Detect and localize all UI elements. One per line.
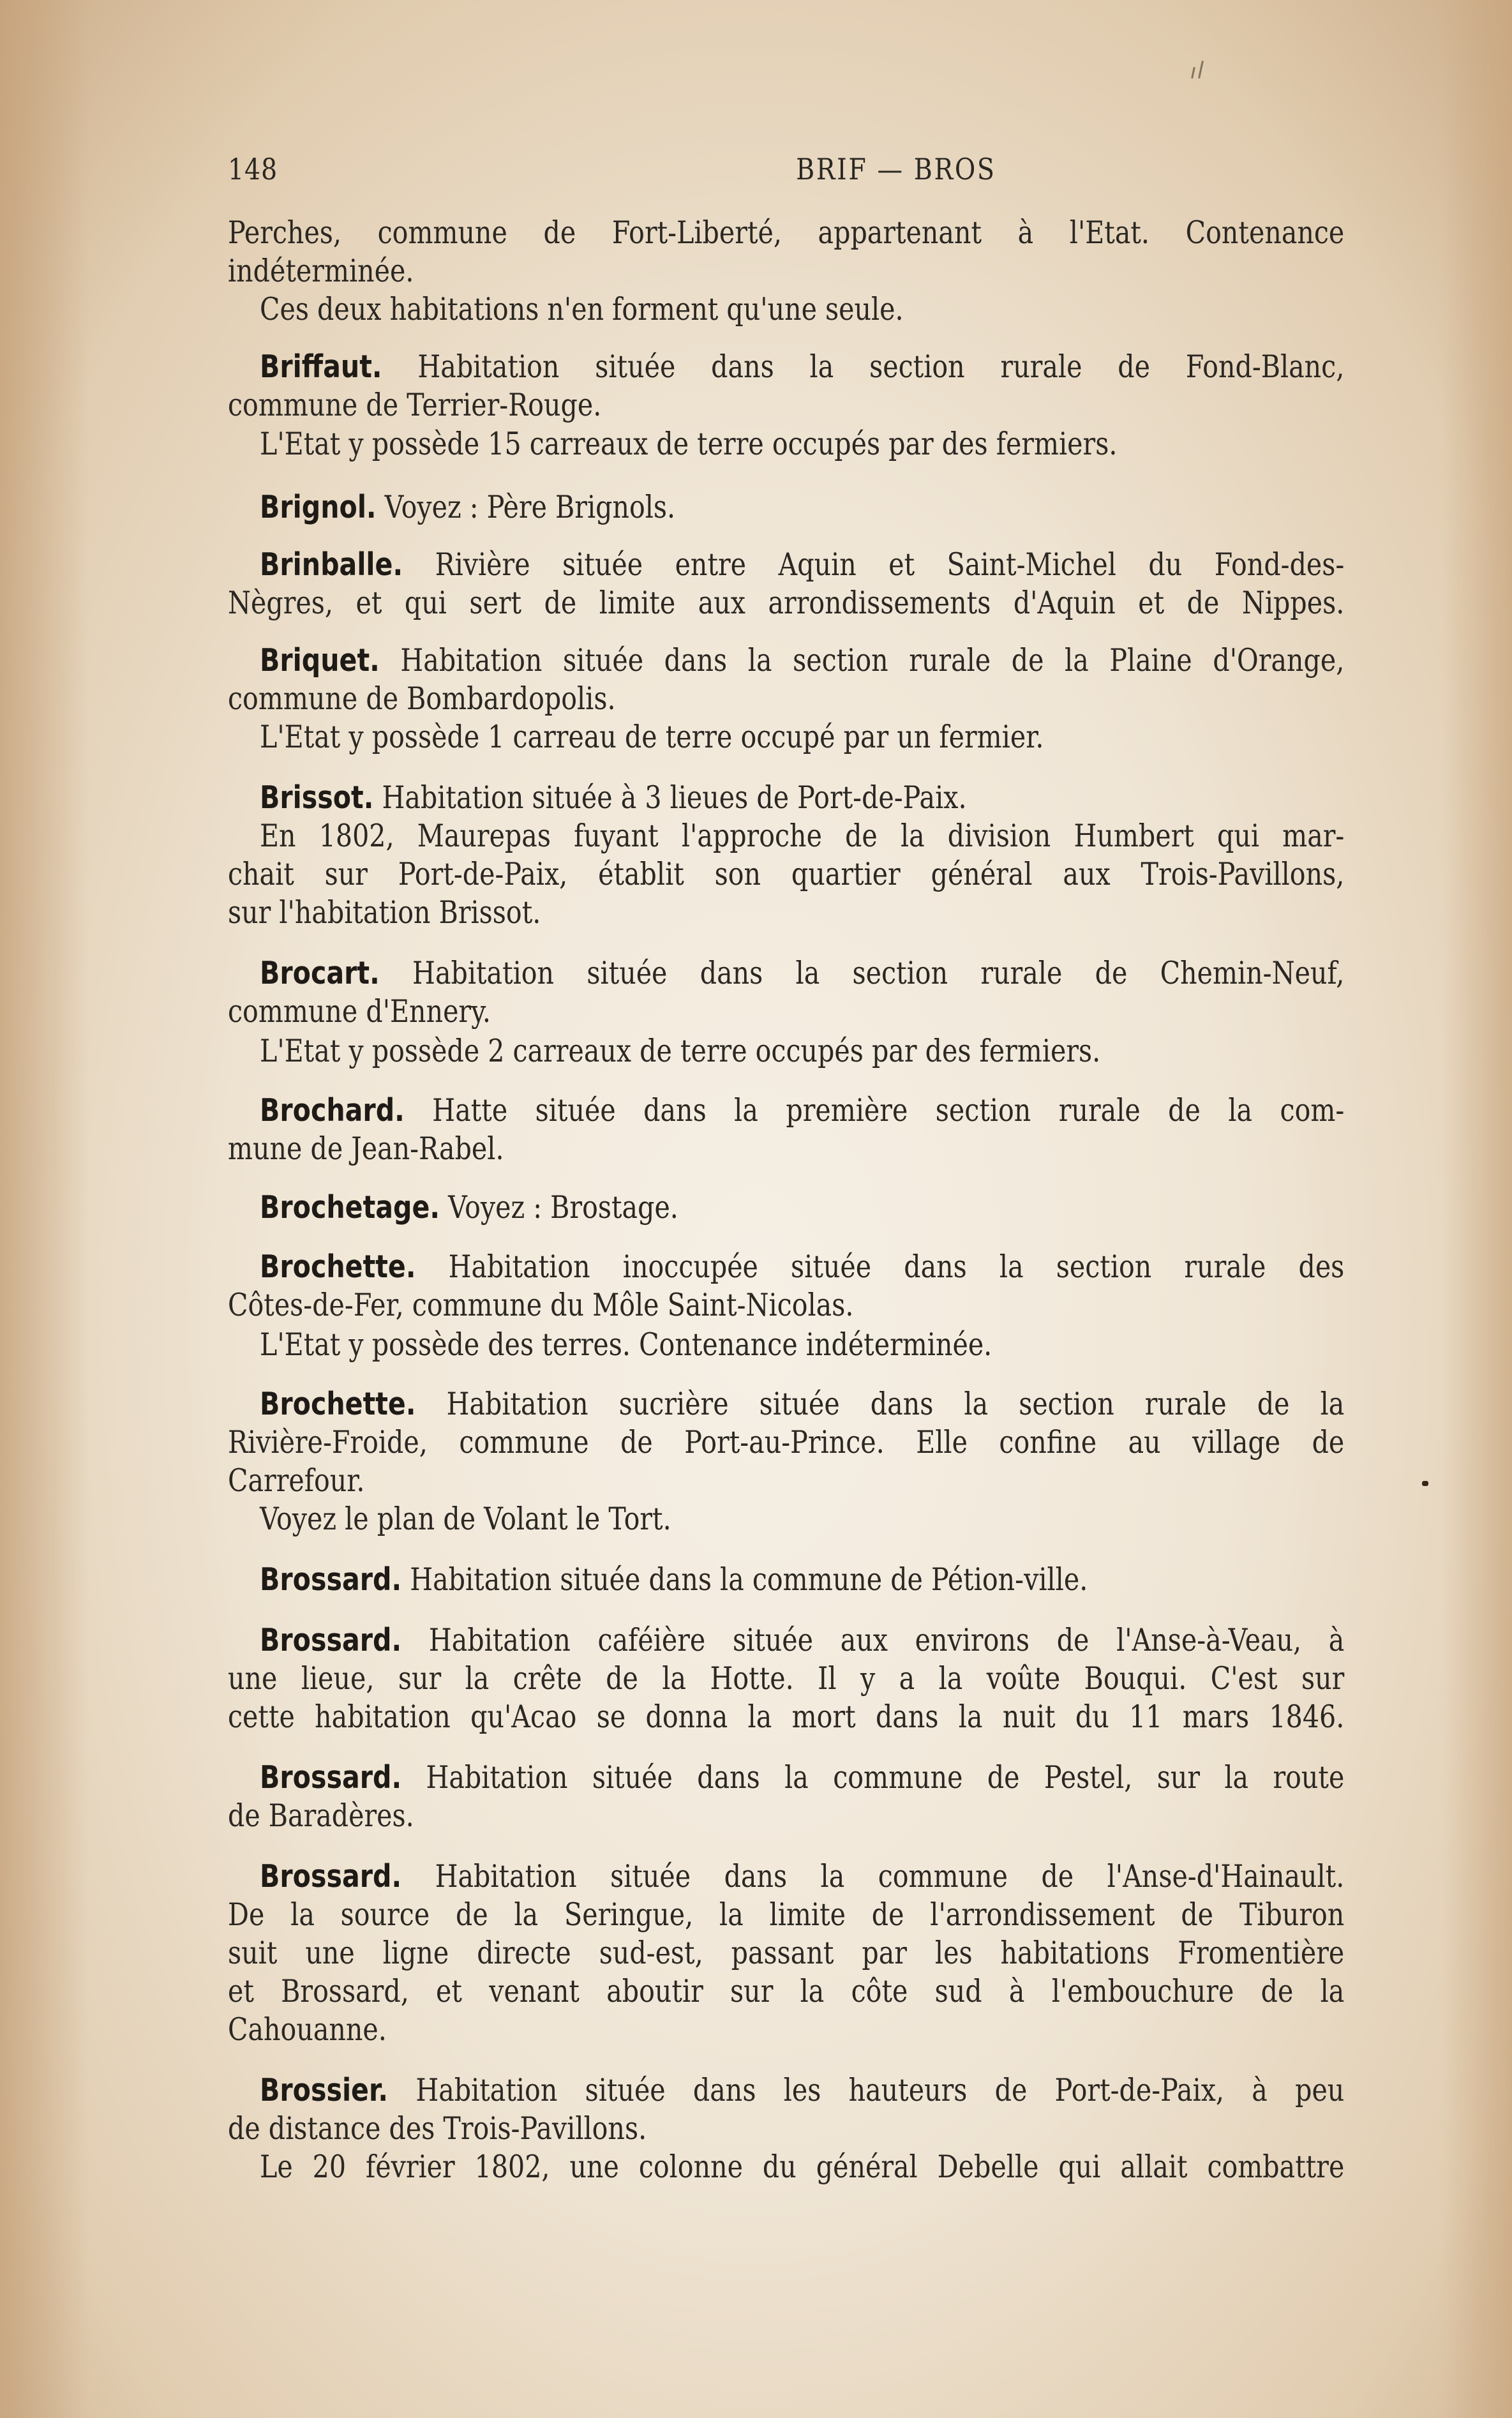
text-line <box>228 680 1345 718</box>
text-line <box>228 584 1345 622</box>
line-content <box>228 1797 1344 1835</box>
line-content <box>260 1032 1344 1070</box>
entry-text: Habitation sucrière située dans la section rurale de la <box>415 1386 1345 1422</box>
text-line <box>228 1130 1345 1168</box>
line-content <box>260 817 1344 855</box>
entry-heading-line <box>260 1759 1345 1797</box>
text-line <box>228 252 1345 290</box>
line-content <box>260 2148 1344 2186</box>
entry-text: Voyez le plan de Volant le Tort. <box>260 1501 671 1537</box>
entry-text: Habitation située dans la section rurale de Fond-Blanc, <box>382 349 1345 385</box>
line-content <box>228 1896 1344 1934</box>
text-line <box>260 1500 1345 1538</box>
text-line <box>228 1423 1345 1462</box>
entry-text: de Baradères. <box>228 1798 414 1834</box>
text-line <box>228 1934 1345 1972</box>
entry-heading-line <box>260 488 1345 527</box>
entry-heading-line <box>260 1248 1345 1286</box>
text-line <box>228 386 1345 424</box>
entry-text: En 1802, Maurepas fuyant l'approche de la division Humbert qui mar- <box>260 818 1345 854</box>
entry-heading-line <box>260 1621 1345 1660</box>
entry-text: Habitation située dans les hauteurs de Port-de-Paix, à peu <box>388 2072 1345 2108</box>
text-line <box>228 1896 1345 1934</box>
text-line <box>228 1797 1345 1835</box>
entry-text: commune de Bombardopolis. <box>228 680 616 717</box>
entry-text: de distance des Trois-Pavillons. <box>228 2110 647 2147</box>
line-content <box>260 425 1344 463</box>
line-content <box>260 1500 1344 1538</box>
line-content <box>228 584 1344 622</box>
running-head: BRIF — BROS <box>796 152 996 186</box>
entry-text: Habitation située dans la commune de Pétion-ville. <box>401 1561 1088 1598</box>
entry-headword: Brossard. <box>260 1858 402 1895</box>
entry-text: indéterminée. <box>228 253 414 289</box>
page-number: 148 <box>228 152 278 186</box>
entry-headword: Brochard. <box>260 1092 405 1129</box>
line-content <box>228 1660 1344 1698</box>
line-content <box>260 642 1344 680</box>
entry-text: commune de Terrier-Rouge. <box>228 387 602 423</box>
line-content <box>260 1092 1344 1130</box>
entry-heading-line <box>260 779 1345 817</box>
entry-heading-line <box>260 1561 1345 1599</box>
entry-text: Ces deux habitations n'en forment qu'une seule. <box>260 291 904 327</box>
line-content <box>260 1248 1344 1286</box>
entry-text: commune d'Ennery. <box>228 993 491 1030</box>
entry-text: cette habitation qu'Acao se donna la mort dans la nuit du 11 mars 1846. <box>228 1699 1345 1735</box>
text-line <box>228 1660 1345 1698</box>
entry-text: Nègres, et qui sert de limite aux arrondissements d'Aquin et de Nippes. <box>228 585 1345 621</box>
entry-text: Rivière-Froide, commune de Port-au-Prince. Elle confine au village de <box>228 1424 1345 1461</box>
line-content <box>228 855 1344 894</box>
text-line <box>260 2148 1345 2186</box>
entry-text: suit une ligne directe sud-est, passant par les habitations Fromentière <box>228 1935 1345 1971</box>
text-line <box>260 817 1345 855</box>
line-content <box>228 252 1344 290</box>
entry-text: Habitation caféière située aux environs de l'Anse-à-Veau, à <box>401 1622 1345 1658</box>
entry-text: Hatte située dans la première section rurale de la com- <box>404 1092 1345 1129</box>
line-content <box>260 1189 1344 1227</box>
entry-headword: Brochette. <box>260 1386 416 1422</box>
line-content <box>260 348 1344 386</box>
text-line <box>228 1972 1345 2011</box>
entry-text: De la source de la Seringue, la limite de l'arrondissement de Tiburon <box>228 1896 1345 1933</box>
entry-text: Côtes-de-Fer, commune du Môle Saint-Nicolas. <box>228 1287 854 1323</box>
text-line <box>260 1032 1345 1070</box>
text-line <box>228 2011 1345 2049</box>
line-content <box>260 1385 1344 1423</box>
entry-headword: Brissot. <box>260 779 374 816</box>
line-content <box>228 1698 1344 1736</box>
entry-text: L'Etat y possède 2 carreaux de terre occupés par des fermiers. <box>260 1033 1101 1069</box>
entry-headword: Brossard. <box>260 1622 402 1658</box>
entry-text: Le 20 février 1802, une colonne du général Debelle qui allait combattre <box>260 2149 1345 2185</box>
entry-text: Habitation située à 3 lieues de Port-de-Paix. <box>373 779 967 816</box>
line-content <box>228 386 1344 424</box>
entry-heading-line <box>260 1858 1345 1896</box>
line-content <box>228 1934 1344 1972</box>
line-content <box>260 290 1344 329</box>
entry-text: chait sur Port-de-Paix, établit son quartier général aux Trois-Pavillons, <box>228 856 1345 892</box>
line-content <box>228 214 1344 252</box>
line-content <box>228 1423 1344 1462</box>
entry-text: Cahouanne. <box>228 2011 387 2048</box>
entry-text: Habitation située dans la commune de l'Anse-d'Hainault. <box>401 1858 1345 1895</box>
entry-text: Voyez : Brostage. <box>440 1189 678 1226</box>
entry-headword: Brocart. <box>260 955 380 991</box>
entry-heading-line <box>260 348 1345 386</box>
text-line <box>228 1462 1345 1500</box>
line-content <box>228 1130 1344 1168</box>
entry-text: L'Etat y possède 1 carreau de terre occupé par un fermier. <box>260 719 1044 755</box>
text-line <box>228 1286 1345 1325</box>
line-content <box>260 1759 1344 1797</box>
text-line <box>260 718 1345 756</box>
entry-text: Habitation située dans la section rurale de la Plaine d'Orange, <box>379 642 1345 679</box>
paper-mark <box>1198 61 1204 79</box>
entry-text: une lieue, sur la crête de la Hotte. Il y a la voûte Bouqui. C'est sur <box>228 1660 1345 1697</box>
line-content <box>228 1462 1344 1500</box>
text-line <box>228 993 1345 1031</box>
text-line <box>228 1698 1345 1736</box>
line-content <box>260 1858 1344 1896</box>
entry-heading-line <box>260 2071 1345 2110</box>
line-content <box>260 954 1344 993</box>
entry-text: mune de Jean-Rabel. <box>228 1130 504 1167</box>
line-content <box>260 718 1344 756</box>
text-line <box>228 214 1345 252</box>
entry-text: sur l'habitation Brissot. <box>228 894 541 931</box>
entry-headword: Brossard. <box>260 1561 402 1598</box>
text-line <box>228 894 1345 932</box>
line-content <box>260 488 1344 527</box>
entry-headword: Brossier. <box>260 2072 389 2108</box>
line-content <box>228 1972 1344 2011</box>
entry-heading-line <box>260 546 1345 584</box>
line-content <box>260 2071 1344 2110</box>
line-content <box>228 894 1344 932</box>
text-line <box>260 290 1345 329</box>
text-line <box>228 855 1345 894</box>
entry-headword: Brignol. <box>260 489 377 525</box>
entry-text: Voyez : Père Brignols. <box>376 489 676 525</box>
entry-heading-line <box>260 1189 1345 1227</box>
line-content <box>260 1561 1344 1599</box>
line-content <box>260 546 1344 584</box>
entry-headword: Brossard. <box>260 1759 402 1796</box>
entry-text: et Brossard, et venant aboutir sur la côte sud à l'embouchure de la <box>228 1973 1345 2009</box>
entry-text: Carrefour. <box>228 1462 365 1499</box>
line-content <box>260 1621 1344 1660</box>
text-line <box>228 2110 1345 2148</box>
entry-text: Habitation inoccupée située dans la section rurale des <box>415 1249 1345 1285</box>
entry-headword: Brinballe. <box>260 546 403 583</box>
entry-text: Habitation située dans la commune de Pestel, sur la route <box>401 1759 1345 1796</box>
paper-mark <box>1191 67 1195 79</box>
entry-headword: Briffaut. <box>260 349 382 385</box>
line-content <box>228 2110 1344 2148</box>
page-header <box>228 152 1183 190</box>
entry-headword: Briquet. <box>260 642 380 679</box>
line-content <box>228 1286 1344 1325</box>
entry-heading-line <box>260 954 1345 993</box>
entry-text: L'Etat y possède 15 carreaux de terre occupés par des fermiers. <box>260 426 1118 462</box>
line-content <box>228 680 1344 718</box>
entry-heading-line <box>260 1092 1345 1130</box>
entry-heading-line <box>260 1385 1345 1423</box>
entry-text: Habitation située dans la section rurale de Chemin-Neuf, <box>379 955 1345 991</box>
entry-text: Rivière située entre Aquin et Saint-Michel du Fond-des- <box>403 546 1345 583</box>
entry-text: L'Etat y possède des terres. Contenance indéterminée. <box>260 1326 992 1363</box>
line-content <box>260 779 1344 817</box>
entry-headword: Brochetage. <box>260 1189 440 1226</box>
line-content <box>228 2011 1344 2049</box>
line-content <box>260 1326 1344 1364</box>
text-line <box>260 1326 1345 1364</box>
entry-text: Perches, commune de Fort-Liberté, appartenant à l'Etat. Contenance <box>228 214 1345 251</box>
text-line <box>260 425 1345 463</box>
entry-headword: Brochette. <box>260 1249 416 1285</box>
line-content <box>228 993 1344 1031</box>
ink-speck <box>1422 1481 1428 1486</box>
entry-heading-line <box>260 642 1345 680</box>
